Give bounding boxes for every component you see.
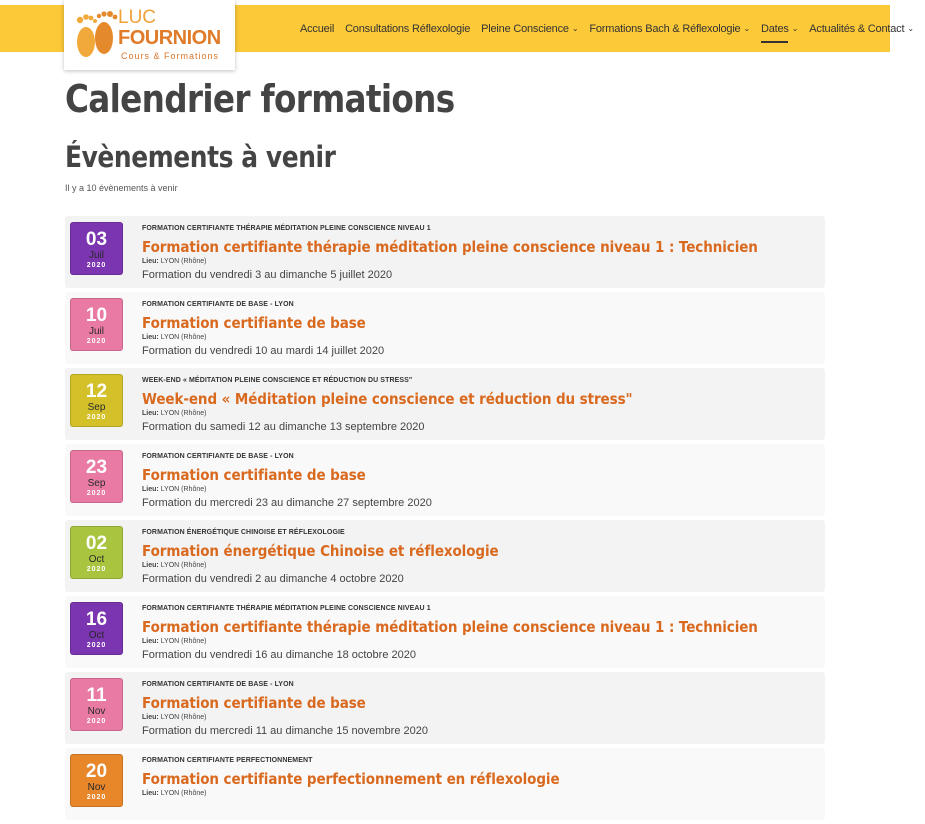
nav-label: Accueil [300,22,335,35]
page-title: Calendrier formations [65,77,455,121]
nav-label: Dates [761,22,789,35]
event-dates: Formation du mercredi 11 au dimanche 15 novembre 2020 [142,725,428,737]
event-date-badge [70,374,123,427]
nav-item-pleine-conscience[interactable] [481,19,578,39]
event-day: 10 [85,305,108,326]
event-location [142,486,206,493]
event-location-label: Lieu: [142,638,159,645]
event-row[interactable] [65,672,825,744]
logo-line-1: LUC [118,7,157,28]
event-dates: Formation du vendredi 2 au dimanche 4 octobre 2020 [142,573,404,585]
logo-tagline: Cours & Formations [121,51,220,61]
event-day: 03 [85,229,108,250]
event-year: 2020 [86,414,107,421]
event-dates: Formation du vendredi 3 au dimanche 5 juillet 2020 [142,269,393,281]
event-row[interactable] [65,748,825,820]
event-location [142,410,206,417]
event-date-badge [70,450,123,503]
event-day: 02 [85,533,108,554]
event-category: FORMATION CERTIFIANTE DE BASE - LYON [142,681,294,688]
nav-label: Formations Bach & Réflexologie [589,22,741,35]
event-category: FORMATION CERTIFIANTE DE BASE - LYON [142,453,294,460]
event-location-label: Lieu: [142,562,159,569]
event-location-label: Lieu: [142,334,159,341]
chevron-down-icon: ⌄ [571,24,579,33]
event-title-link[interactable]: Formation certifiante de base [142,314,366,332]
event-location-value: LYON (Rhône) [160,486,207,493]
nav-label: Actualités & Contact [809,22,905,35]
event-day: 16 [85,609,108,630]
nav-item-accueil[interactable] [300,19,334,39]
event-row[interactable] [65,368,825,440]
event-month: Juil [88,250,104,261]
event-row[interactable] [65,292,825,364]
event-location-label: Lieu: [142,790,159,797]
event-dates: Formation du vendredi 10 au mardi 14 juillet 2020 [142,345,385,357]
event-location-value: LYON (Rhône) [160,410,207,417]
event-location-value: LYON (Rhône) [160,258,207,265]
nav-item-formations[interactable] [589,19,750,39]
event-year: 2020 [86,338,107,345]
event-location [142,258,206,265]
nav-label: Consultations Réflexologie [345,22,471,35]
event-year: 2020 [86,642,107,649]
event-month: Nov [87,782,106,793]
event-date-badge [70,754,123,807]
event-title-link[interactable]: Formation certifiante perfectionnement en réflexologie [142,770,560,788]
event-title-link[interactable]: Formation certifiante thérapie méditation pleine conscience niveau 1 : Technicien [142,618,758,636]
event-year: 2020 [86,794,107,801]
chevron-down-icon: ⌄ [743,24,750,33]
event-title-link[interactable]: Formation énergétique Chinoise et réflexologie [142,542,499,560]
event-date-badge [70,678,123,731]
event-title-link[interactable]: Formation certifiante de base [142,466,366,484]
event-date-badge [70,298,123,351]
event-row[interactable] [65,216,825,288]
event-dates: Formation du vendredi 16 au dimanche 18 octobre 2020 [142,649,416,661]
event-category: FORMATION CERTIFIANTE DE BASE - LYON [142,301,294,308]
event-count: Il y a 10 évènements à venir [65,183,178,193]
event-date-badge [70,222,123,275]
event-title-link[interactable]: Formation certifiante thérapie méditation pleine conscience niveau 1 : Technicien [142,238,758,256]
event-location-label: Lieu: [142,714,159,721]
event-day: 20 [85,761,108,782]
event-month: Juil [88,326,104,337]
event-row[interactable] [65,444,825,516]
event-location-value: LYON (Rhône) [160,334,207,341]
logo-line-2: FOURNION [118,27,221,49]
event-year: 2020 [86,262,107,269]
main-nav [300,5,925,52]
event-location-value: LYON (Rhône) [160,562,207,569]
event-row[interactable] [65,596,825,668]
event-category: FORMATION CERTIFIANTE THÉRAPIE MÉDITATION PLEINE CONSCIENCE NIVEAU 1 [142,605,431,612]
event-row[interactable] [65,520,825,592]
event-title-link[interactable]: Week-end « Méditation pleine conscience et réduction du stress" [142,390,633,408]
event-day: 11 [86,685,107,706]
event-category: WEEK-END « MÉDITATION PLEINE CONSCIENCE ET RÉDUCTION DU STRESS" [142,377,413,384]
event-location-label: Lieu: [142,486,159,493]
nav-item-dates[interactable] [761,19,798,39]
event-category: FORMATION CERTIFIANTE PERFECTIONNEMENT [142,757,313,764]
event-month: Nov [87,706,106,717]
chevron-down-icon: ⌄ [907,24,914,33]
event-category: FORMATION ÉNERGÉTIQUE CHINOISE ET RÉFLEXOLOGIE [142,529,345,536]
event-month: Sep [87,478,106,489]
event-month: Sep [87,402,106,413]
event-day: 12 [85,381,108,402]
event-dates: Formation du samedi 12 au dimanche 13 septembre 2020 [142,421,425,433]
event-location-value: LYON (Rhône) [160,638,207,645]
event-location-label: Lieu: [142,410,159,417]
nav-item-actualites-contact[interactable] [809,19,914,39]
event-year: 2020 [86,566,107,573]
events-list [65,216,825,824]
event-month: Oct [88,630,105,641]
event-dates: Formation du mercredi 23 au dimanche 27 septembre 2020 [142,497,432,509]
event-location [142,334,206,341]
event-location [142,638,206,645]
nav-item-consultations[interactable] [345,19,470,39]
site-logo[interactable] [64,0,235,70]
event-year: 2020 [86,718,107,725]
event-location [142,714,206,721]
event-location [142,790,206,797]
event-location-label: Lieu: [142,258,159,265]
event-day: 23 [85,457,108,478]
event-date-badge [70,602,123,655]
event-location [142,562,206,569]
nav-label: Pleine Conscience [481,22,569,35]
event-date-badge [70,526,123,579]
event-year: 2020 [86,490,107,497]
chevron-down-icon: ⌄ [791,24,799,33]
event-location-value: LYON (Rhône) [160,714,207,721]
feet-logo-icon [72,8,118,60]
event-category: FORMATION CERTIFIANTE THÉRAPIE MÉDITATION PLEINE CONSCIENCE NIVEAU 1 [142,225,431,232]
event-location-value: LYON (Rhône) [160,790,207,797]
event-month: Oct [88,554,105,565]
event-title-link[interactable]: Formation certifiante de base [142,694,366,712]
section-title: Évènements à venir [65,140,336,174]
